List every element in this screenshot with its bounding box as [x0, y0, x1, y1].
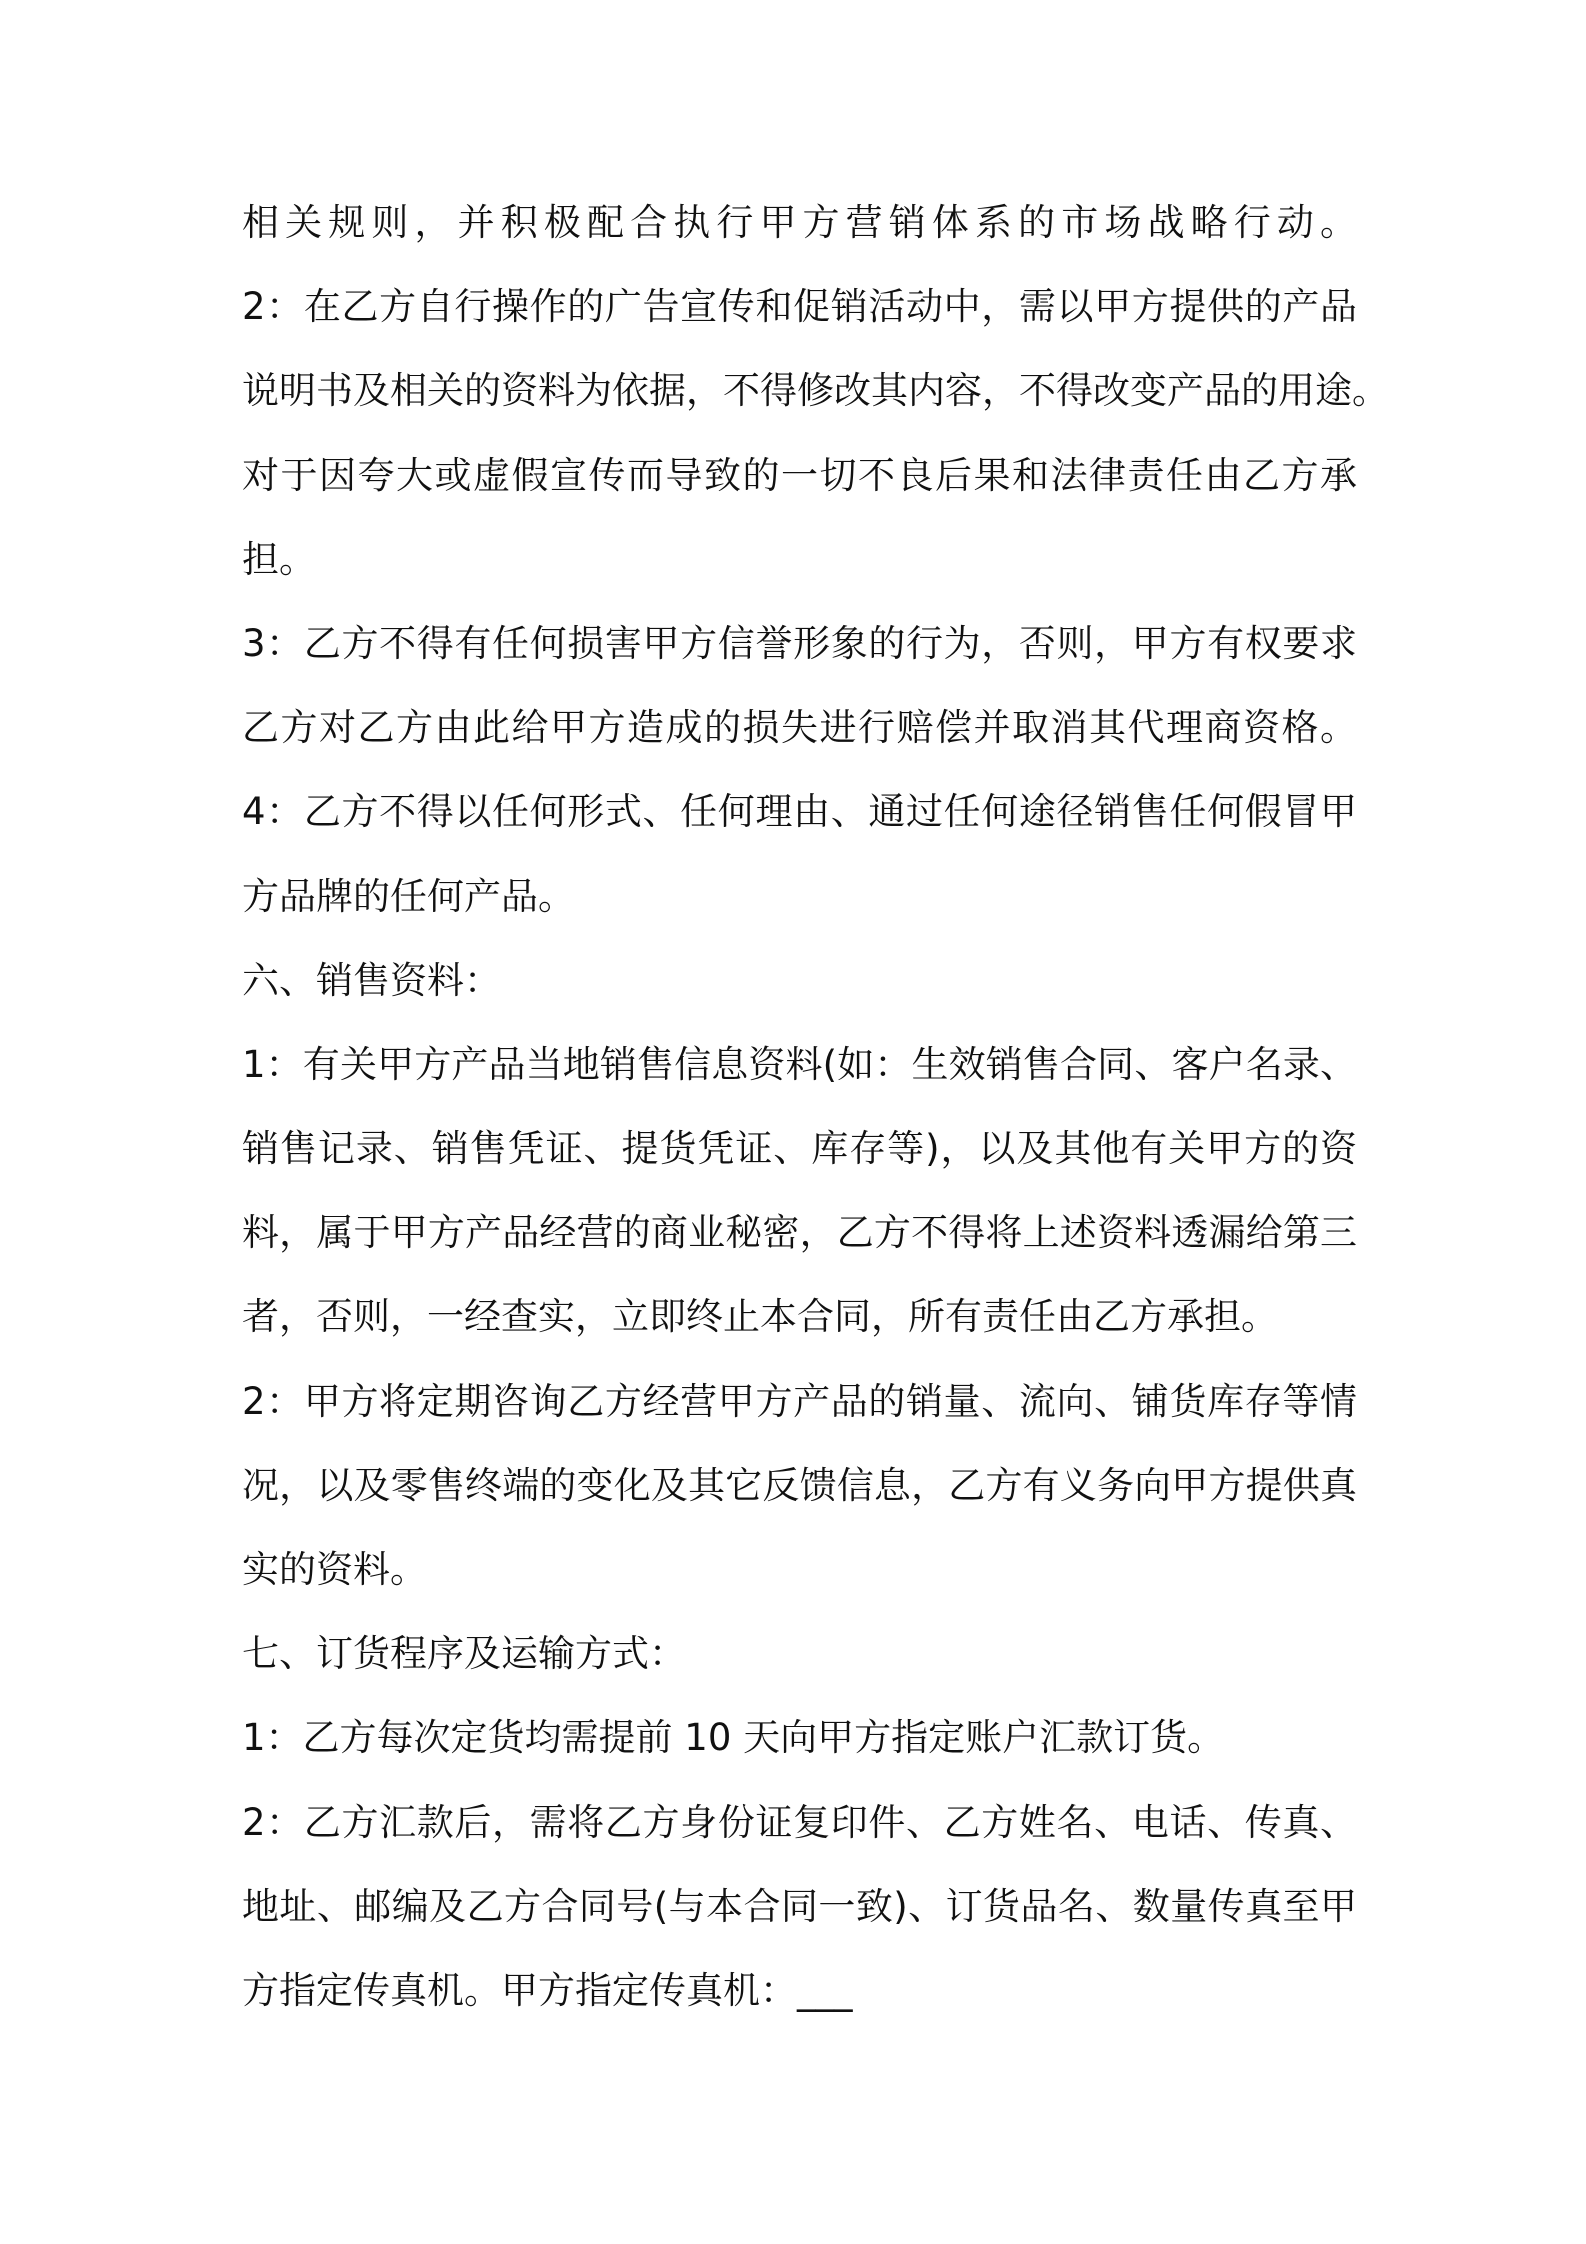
section-heading: 七、订货程序及运输方式：: [242, 1632, 686, 1676]
text-line: 实的资料。: [242, 1548, 427, 1591]
section-heading: 六、销售资料：: [242, 958, 501, 1002]
text-line: 者，否则，一经查实，立即终止本合同，所有责任由乙方承担。: [242, 1295, 1278, 1339]
text-line: 2：乙方汇款后，需将乙方身份证复印件、乙方姓名、电话、传真、: [242, 1800, 1357, 1844]
document-body: [242, 198, 1389, 2050]
text-line: 方指定传真机。甲方指定传真机：___: [242, 1968, 853, 2012]
text-line: 4：乙方不得以任何形式、任何理由、通过任何途径销售任何假冒甲: [242, 790, 1357, 834]
text-line: 2：在乙方自行操作的广告宣传和促销活动中，需以甲方提供的产品: [242, 285, 1357, 329]
text-line: 料，属于甲方产品经营的商业秘密，乙方不得将上述资料透漏给第三: [242, 1211, 1357, 1255]
text-line: 1：乙方每次定货均需提前 10 天向甲方指定账户汇款订货。: [242, 1716, 1225, 1760]
text-line: 方品牌的任何产品。: [242, 874, 575, 918]
text-line: 地址、邮编及乙方合同号(与本合同一致)、订货品名、数量传真至甲: [242, 1884, 1357, 1928]
text-line: 担。: [242, 537, 316, 581]
text-line: 说明书及相关的资料为依据，不得修改其内容，不得改变产品的用途。: [242, 369, 1389, 413]
text-line: 2：甲方将定期咨询乙方经营甲方产品的销量、流向、铺货库存等情: [242, 1379, 1357, 1423]
text-line: 乙方对乙方由此给甲方造成的损失进行赔偿并取消其代理商资格。: [242, 706, 1357, 750]
text-line: 对于因夸大或虚假宣传而导致的一切不良后果和法律责任由乙方承: [242, 453, 1357, 497]
text-line: 1：有关甲方产品当地销售信息资料(如：生效销售合同、客户名录、: [242, 1042, 1357, 1086]
text-line: 销售记录、销售凭证、提货凭证、库存等)，以及其他有关甲方的资: [242, 1127, 1357, 1171]
text-line: 相关规则，并积极配合执行甲方营销体系的市场战略行动。: [242, 201, 1357, 244]
text-line: 况，以及零售终端的变化及其它反馈信息，乙方有义务向甲方提供真: [242, 1463, 1357, 1507]
text-line: 3：乙方不得有任何损害甲方信誉形象的行为，否则，甲方有权要求: [242, 621, 1357, 665]
